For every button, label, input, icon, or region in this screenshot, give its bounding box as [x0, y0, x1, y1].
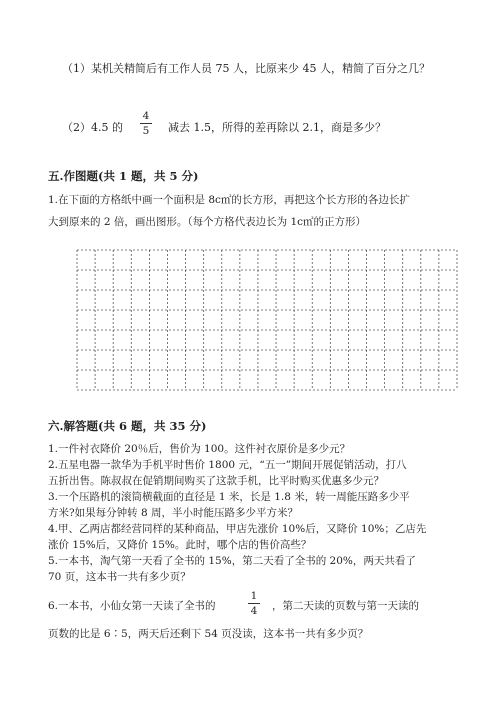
fraction-bar — [140, 123, 152, 124]
section-6-line: 五折出售。陈叔叔在促销期间购买了这款手机，比平时购买优惠多少元？ — [48, 475, 384, 487]
fraction-denominator: 5 — [142, 125, 150, 137]
section-6-line: 2.五星电器一款华为手机平时售价 1800 元，“五一”期间开展促销活动，打八 — [48, 459, 407, 471]
question-6-fraction — [246, 590, 262, 617]
fraction-bar — [248, 603, 260, 604]
section-6-line: 5.一本书，淘气第一天看了全书的 15%，第二天看了全书的 20%，两天共看了 — [48, 555, 416, 567]
graph-paper-grid[interactable] — [76, 249, 458, 391]
section-6-line: 1.一件衬衣降价 20％后，售价为 100。这件衬衣原价是多少元？ — [48, 443, 351, 455]
section-5-line-1: 1.在下面的方格纸中画一个面积是 8c㎡的长方形，再把这个长方形的各边长扩 — [48, 194, 410, 206]
problem-1-text: （1）某机关精简后有工作人员 75 人，比原来少 45 人，精简了百分之几？ — [62, 62, 430, 75]
problem-2-text-after: 减去 1.5，所得的差再除以 2.1，商是多少？ — [168, 121, 386, 134]
question-6-text-after: ，第二天读的页数与第一天读的 — [272, 600, 419, 612]
question-6-text-before: 6.一本书，小仙女第一天读了全书的 — [48, 600, 216, 612]
question-6-line-2: 页数的比是 6∶5，两天后还剩下 54 页没读，这本书一共有多少页？ — [48, 628, 369, 640]
section-6-line: 涨价 15%后，又降价 15%。此时，哪个店的售价高些？ — [48, 539, 312, 551]
section-6-line: 70 页，这本书一共有多少页？ — [48, 571, 191, 583]
fraction-numerator: 1 — [250, 590, 258, 602]
section-6-line: 3.一个压路机的滚筒横截面的直径是 1 米，长是 1.8 米，转一周能压路多少平 — [48, 491, 410, 503]
section-6-line: 方米?如果每分钟转 8 周，半小时能压路多少平方米？ — [48, 507, 298, 519]
section-5-line-2: 大到原来的 2 倍，画出图形。（每个方格代表边长为 1c㎡的正方形） — [48, 216, 367, 228]
problem-2-fraction — [138, 110, 154, 137]
section-5-title: 五.作图题(共 1 题，共 5 分) — [48, 169, 199, 183]
section-6-title: 六.解答题(共 6 题，共 35 分) — [48, 419, 207, 433]
section-6-line: 4.甲、乙两店都经营同样的某种商品，甲店先涨价 10%后，又降价 10%；乙店先 — [48, 523, 427, 535]
problem-2-text-before: （2）4.5 的 — [62, 121, 123, 134]
fraction-denominator: 4 — [250, 605, 258, 617]
fraction-numerator: 4 — [142, 110, 150, 122]
